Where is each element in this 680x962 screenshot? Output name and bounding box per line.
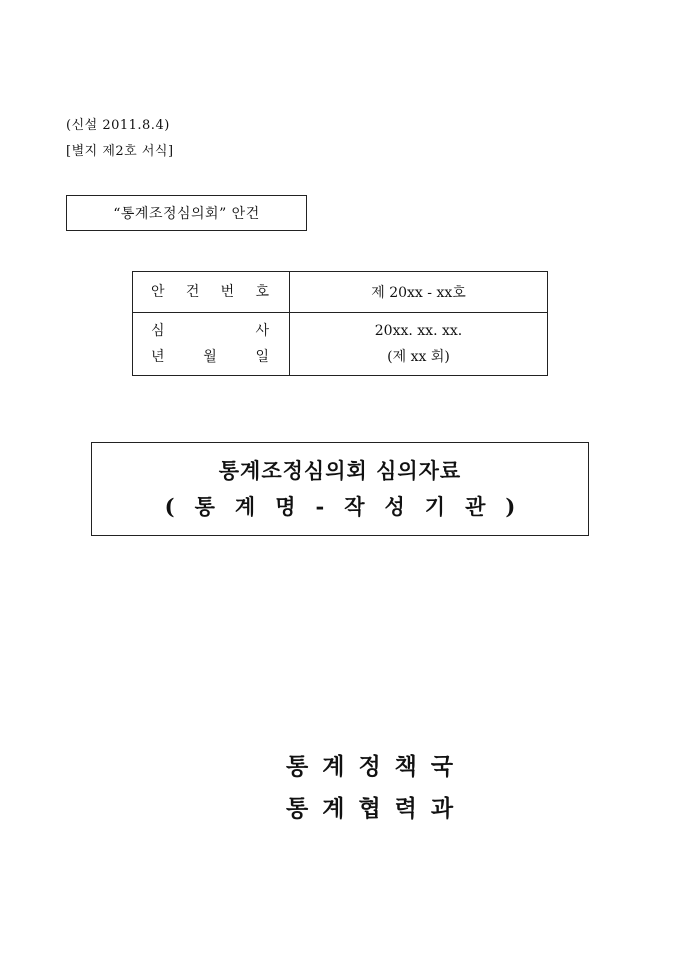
- table-row: [133, 313, 548, 376]
- label-char: 호: [255, 284, 269, 300]
- org-char: 책: [394, 753, 417, 780]
- division-name: [286, 790, 453, 823]
- agenda-label-box: [66, 195, 307, 231]
- label-char: 안: [151, 284, 165, 300]
- table-row: [133, 272, 548, 313]
- org-char: 력: [394, 795, 417, 822]
- review-date-value: 20xx. xx. xx.: [374, 323, 463, 339]
- org-char: 통: [286, 753, 309, 780]
- subtitle-char: 기: [424, 494, 446, 519]
- agenda-info-table: [132, 271, 548, 376]
- label-char: 년: [151, 349, 165, 365]
- agenda-number-value: 제 20xx - xx호: [290, 272, 548, 313]
- label-char: 번: [220, 284, 235, 300]
- subtitle-char: 관: [465, 494, 486, 519]
- review-label-line2: [133, 344, 289, 370]
- org-char: 통: [286, 795, 309, 822]
- label-char: 사: [255, 323, 269, 339]
- label-char: 월: [203, 349, 217, 365]
- label-char: 심: [151, 323, 165, 339]
- agenda-number-label-cell: [133, 272, 290, 313]
- agenda-label: “통계조정심의회” 안건: [113, 206, 260, 222]
- subtitle-char: ): [505, 494, 516, 519]
- subtitle-char: 명: [275, 494, 296, 519]
- org-char: 과: [430, 795, 454, 822]
- org-char: 계: [322, 753, 345, 780]
- label-char: 일: [255, 349, 269, 365]
- agenda-number-label: [133, 279, 289, 305]
- subtitle-char: 계: [234, 494, 256, 519]
- bureau-name: [286, 748, 453, 781]
- org-char: 협: [358, 795, 381, 822]
- document-title: 통계조정심의회 심의자료: [218, 458, 462, 483]
- form-reference: [별지 제2호 서식]: [66, 144, 174, 159]
- org-char: 계: [322, 795, 345, 822]
- label-char: 건: [185, 284, 200, 300]
- document-title-box: [91, 442, 589, 536]
- subtitle-char: -: [315, 494, 325, 519]
- review-label-line1: [133, 318, 289, 344]
- subtitle-char: 작: [344, 494, 365, 519]
- review-session-value: (제 xx 회): [387, 349, 450, 365]
- org-char: 정: [358, 753, 381, 780]
- document-subtitle: [165, 489, 516, 525]
- subtitle-char: 통: [194, 494, 215, 519]
- revision-note: (신설 2011.8.4): [66, 118, 170, 133]
- subtitle-char: (: [164, 494, 175, 519]
- review-date-value-cell: [290, 313, 548, 376]
- review-date-label-cell: [133, 313, 290, 376]
- subtitle-char: 성: [384, 494, 405, 519]
- org-char: 국: [430, 753, 454, 780]
